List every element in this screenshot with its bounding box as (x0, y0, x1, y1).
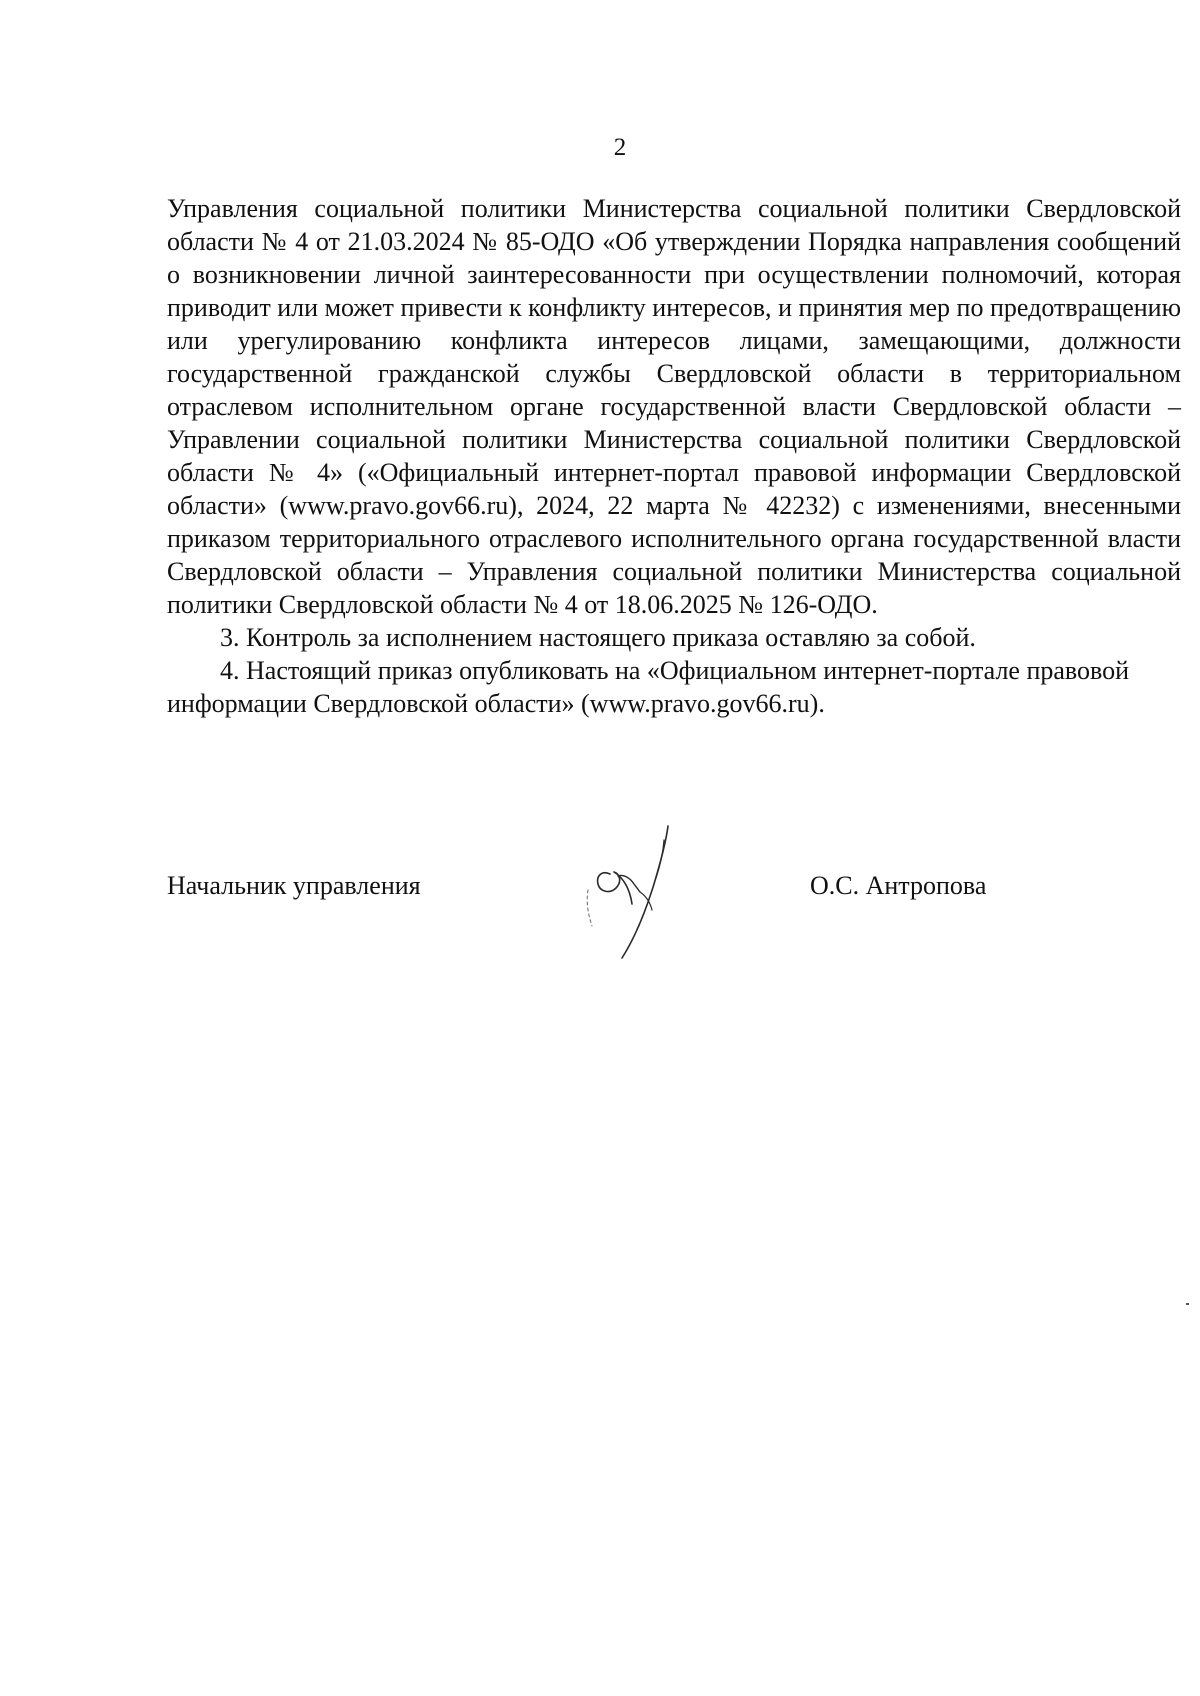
handwritten-signature (580, 818, 690, 968)
item-3-paragraph: 3. Контроль за исполнением настоящего приказа оставляю за собой. (220, 623, 976, 652)
continued-paragraph: Управления социальной политики Министерства социальной политики Свердловской области № 4 от 21.03.2024 № 85-ОДО «Об утверждении Порядка направления сообщений о возникновении личной заинтересованности при осуществлении полномочий, которая приводит или может привести к конфликту интересов, и принятия мер по предотвращению или урегулированию конфликта интересов лицами, замещающими, должности государственной гражданской службы Свердловской области в территориальном отраслевом исполнительном органе государственной власти Свердловской области – Управлении социальной политики Министерства социальной политики Свердловской области № 4» («Официальный интернет-портал правовой информации Свердловской области» (www.pravo.gov66.ru), 2024, 22 марта № 42232) с изменениями, внесенными приказом территориального отраслевого исполнительного органа государственной власти Свердловской области – Управления социальной политики Министерства социальной политики Свердловской области № 4 от 18.06.2025 № 126-ОДО. (167, 194, 1181, 619)
document-body (167, 192, 1181, 720)
item-4-paragraph: 4. Настоящий приказ опубликовать на «Официальном интернет-портале правовой информации Свердловской области» (www.pravo.gov66.ru). (167, 656, 1130, 718)
edge-mark (1186, 1303, 1189, 1305)
page-number: 2 (613, 134, 627, 161)
signer-position: Начальник управления (167, 871, 421, 900)
signer-name: О.С. Антропова (810, 871, 987, 900)
